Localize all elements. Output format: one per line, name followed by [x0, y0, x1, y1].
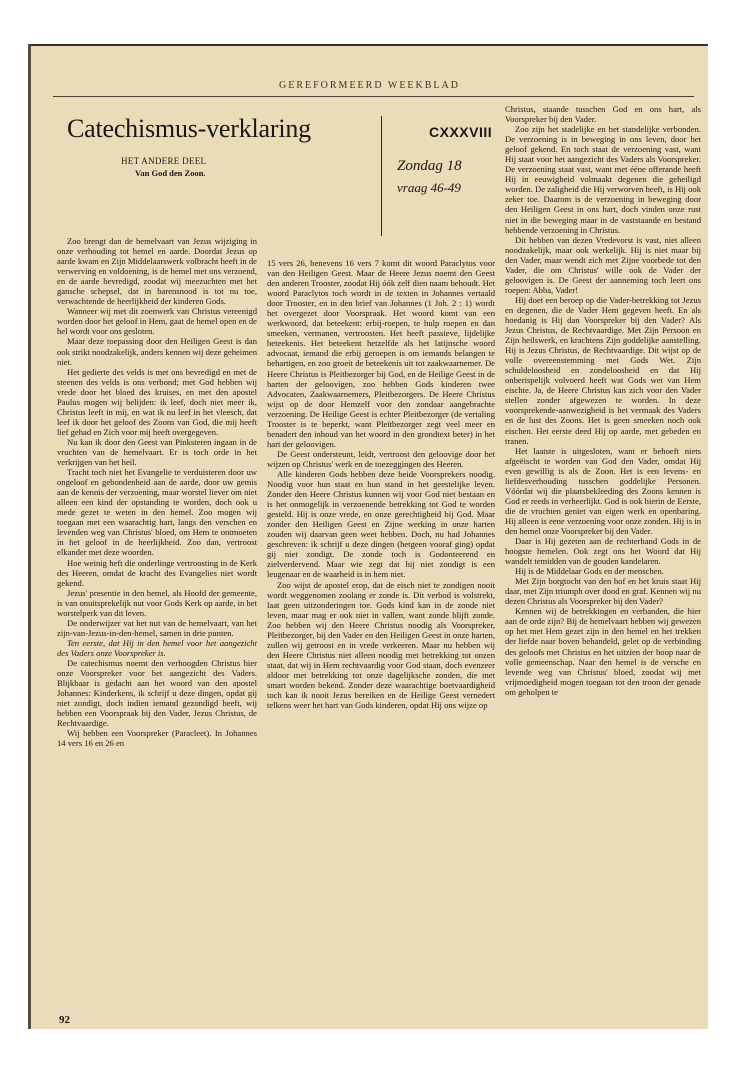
article-subtitle: HET ANDERE DEEL	[121, 156, 207, 166]
paragraph: Kennen wij de betrekkingen en verbanden, die hier aan de orde zijn? Bij de hemelvaart hebben wij gewezen op het met Hem gezet zijn in den hemel en het trekken der liefde naar boven behandeld, gelet op de verbinding des geloofs met Christus en het uitzien der hoop naar de volle gemeenschap. Naar den hemel is de versche en levende weg van Christus' bloed, zoodat wij met vrijmoedigheid mogen toegaan tot den troon der genade om geholpen te	[505, 606, 701, 697]
paragraph: Wij hebben een Voorspreker (Paracleet). In Johannes 14 vers 16 en 26 en	[57, 728, 257, 749]
paragraph: De onderwijzer vat het nut van de hemelvaart, van het zijn-van-Jezus-in-den-hemel, samen in drie punten.	[57, 617, 257, 638]
paragraph: Zoo wijst de apostel erop, dat de eisch niet te zondigen nooit wordt weggenomen zoolang er zonde is. Dit verbod is volstrekt, laat geen uitzonderingen toe. Gods kind kan in de zonde niet leven, maar mag er ook niet in vallen, want zonde blijft zonde. Zoo hebben wij den Heere Christus noodig als Voorspreker, Pleitbezorger, bij den Vader en den Heiligen Geest in onze harten, zullen wij getroost en in vrede verkeeren. Maar nu hebben wij den Heere Christus niet alleen noodig met betrekking tot onzen staat, dat wij in Hem rechtvaardig voor God staan, doch evenzeer aldoor met betrekking tot onze dagelijksche zonden, die met smart worden bekend. Zonder deze waarachtige boetvaardigheid toch kan ik nooit Jezus bereiken en de Heilige Geest vernedert telkens weer het hart van Gods kinderen, opdat Hij ons wijze op	[267, 579, 495, 711]
magazine-page	[28, 44, 708, 1029]
paragraph: Zoo brengt dan de hemelvaart van Jezus wijziging in onze verhouding tot hemel en aarde. Doordat Jezus op aarde kwam en Zijn Middelaarswerk volbracht heeft in de verwerving en voldoening, is de hemel met ons verzoend, en de aarde bevredigd, zoodat wij meezuchten met het gansche schepsel, dat in barensnood is tot nu toe, verwachtende de heerlijkheid der kinderen Gods.	[57, 236, 257, 307]
article-subtitle-2: Van God den Zoon.	[135, 168, 206, 178]
paragraph: Het gedierte des velds is met ons bevredigd en met de steenen des velds is ons verbond; met God hebben wij vrede door het bloed des kruises, en met den apostel Paulus mogen wij belijden: ik leef, doch niet meer ik, Christus leeft in mij, en wat ik nu leef in het vleesch, dat leef ik door het geloof des Zoons van God, die mij heeft lief gehad en Zich voor mij heeft overgegeven.	[57, 366, 257, 437]
paragraph: Hij doet een beroep op die Vader-betrekking tot Jezus en degenen, die de Vader Hem gegeven heeft. En als hoedanig is Hij dan Voorspreker bij den Vader? Als Jezus Christus, de Rechtvaardige. Met Zijn Persoon en Zijn heilswerk, en krachtens Zijn goddelijke aanstelling. Hij is Jezus Christus, de Rechtvaardige. Dit wijst op de volle overeenstemming met Gods Wet. Zijn schuldeloosheid en zondeloosheid en dat Hij onberispelijk volvoerd heeft wat Gods wet van Hem eischte. Ja, de Heere Christus kan zich voor den Vader stellen zonder afgewezen te worden. In deze voorsprekende-aanwezigheid is het vermaak des Vaders en de lust des Zoons. Het is geen smeeken noch ook eischen. Het eerste deed Hij op aarde, met gebeden en tranen.	[505, 294, 701, 446]
article-title: Catechismus-verklaring	[67, 114, 311, 143]
paragraph: Tracht toch niet het Evangelie te verduisteren door uw ongeloof en gebondenheid aan de aarde, door uw gemis aan de kennis der verzoening, maar worstel liever om niet alleen een kind der opstanding te worden, doch ook u mede gezet te weten in den hemel. Zoo mogen wij toegaan met een waarachtig hart, langs den verschen en levenden weg van Christus' bloed, om Hem te ontmoeten in het geloof in de heerlijkheid. Zoo dan, vertroost elkander met deze woorden.	[57, 467, 257, 558]
paragraph: Wanneer wij met dit zoenwerk van Christus vereenigd worden door het geloof in Hem, gaat de hemel open en de hel wordt voor ons gesloten.	[57, 306, 257, 337]
paragraph: Het laatste is uitgesloten, want er behoeft niets afgeëischt te worden van God den Vader, omdat Hij even gewillig is als de Zoon. Het is een levens- en liefdesverhouding tusschen goddelijke Personen. Vóórdat wij die plaatsbekleeding des Zoons kennen is God er reeds in verheerlijkt. God is ook hierin de Eerste, die de vruchten geniet van eigen werk en openbaring. Hij alleen is eene verzoening voor onze zonden. Hij is in den hemel onze Voorspreker bij den Vader.	[505, 445, 701, 536]
paragraph: Maar deze toepassing door den Heiligen Geest is dan ook strikt noodzakelijk, anders kennen wij deze geheimen niet.	[57, 336, 257, 367]
column-2	[267, 258, 495, 710]
sunday-label: Zondag 18	[397, 158, 462, 174]
paragraph: Daar is Hij gezeten aan de rechterhand Gods in de hoogste hemelen. Ook zegt ons het Woord dat Hij wandelt temidden van de gouden kandelaren.	[505, 536, 701, 567]
questions-label: vraag 46-49	[397, 180, 461, 195]
paragraph: Zoo zijn het stadelijke en het standelijke verbonden. De verzoening is in beweging in ons leven, door het geloof gekend. En toch staat de verzoening vast, want Hij staat voor het aangezicht des Vaders als Voorspreker. De verzoening staat vast, want met ééne offerande heeft Hij in eeuwigheid volmaakt degenen die geheiligd worden. De zaligheid die Hij verworven heeft, is Hij ook zeker toe. Daarom is de verzoening in beweging door den Heiligen Geest in ons hart, doch vinden onze rust niet in die beweging maar in de vaststaande en bestand hebbende verzoening in Christus.	[505, 124, 701, 235]
paragraph: Met Zijn borgtocht van den hof en het kruis staat Hij daar, met Zijn triumph over dood en graf. Kennen wij nu dezen Christus als Voorspreker bij den Vader?	[505, 576, 701, 607]
paragraph: Hoe weinig heft die onderlinge vertroosting in de Kerk des Heeren, omdat de kracht des Evangelies niet wordt gekend.	[57, 557, 257, 588]
header-rule	[53, 96, 694, 97]
paragraph: Hij is de Middelaar Gods en der menschen.	[515, 566, 664, 577]
column-1	[57, 236, 257, 748]
paragraph: Christus, staande tusschen God en ons hart, als Voorspreker bij den Vader.	[505, 104, 701, 125]
paragraph: Alle kinderen Gods hebben deze beide Voorsprekers noodig. Noodig voor hun staat en hun stand in het geestelijke leven. Zonder den Heere Christus kunnen wij voor God niet bestaan en is het onmogelijk in verzoenende betrekking tot God te worden gesteld. Hij is onze vrede, en onze gerechtigheid bij God. Maar zonder den Heiligen Geest en Zijne werking in onze harten zouden wij daarvan geen weet hebben. Doch, nu had Johannes geschreven: ik schrijf u deze dingen (hetgeen vooraf ging) opdat gij niet zondigt. De zonde toch is Godonteerend en zielverdervend. Maar wie zegt dat hij niet zondigt is een leugenaar en de waarheid is in hem niet.	[267, 468, 495, 580]
paragraph: De Geest ondersteunt, leidt, vertroost den geloovige door het wijzen op Christus' werk en de toezeggingen des Heeren.	[267, 448, 495, 469]
paragraph: De catechismus noemt den verhoogden Christus hier onze Voorspreker voor het aangezicht des Vaders. Blijkbaar is gedacht aan het woord van den apostel Johannes: Kinderkens, ik schrijf u deze dingen, opdat gij niet zondigt, doch indien iemand gezondigd heeft, wij hebben een Voorspraak bij den Vader, Jezus Christus, de Rechtvaardige.	[57, 657, 257, 729]
paragraph: Dit hebben van dezen Vredevorst is vast, niet alleen noodzakelijk, maar ook werkelijk. Hij is niet maar bij den Vader, maar wendt zich met Zijne voorbede tot den Vader, die om Christus' wille ook de Vader der geloovigen is. De Geest der aanneming toch leert ons roepen: Abba, Vader!	[505, 234, 701, 295]
title-divider	[381, 116, 382, 236]
paragraph: Jezus' presentie in den hemel, als Hoofd der gemeente, is van onuitsprekelijk nut voor Gods Kerk op aarde, in het worstelperk van dit leven.	[57, 587, 257, 618]
paragraph: 15 vers 26, benevens 16 vers 7 komt dit woord Paraclytos voor van den Heiligen Geest. Maar de Heere Jezus noemt den Geest den anderen Trooster, zoodat Hij óók zelf dien naam behoudt. Het woord Paraclytos toch wordt in de texten in Johannes vertaald door Trooster, en in den brief van Johannes (1 Joh. 2 : 1) wordt het overgezet door Voorspraak. Het woord komt van een werkwoord, dat beteekent: erbij-roepen, te hulp roepen en dan smeeken, vermanen, vertroosten. Het heeft passieve, lijdelijke beteekenis. Het beteekent hetzelfde als het latijnsche woord advocaat, iemand die erbij geroepen is om iemands belangen te behartigen, en zoo groeit de beteekenis uit tot zaakwaarnemer. De Heere Christus is Pleitbezorger bij God, en de Heilige Geest in de harten der geloovigen, zoo hebben Gods kinderen twee Advocaten, Zaakwaarnemers, Pleitbezorgers. De Heere Christus wijst op de door Hemzelf voor den zondaar aangebrachte verzoening. De Heilige Geest is echter Pleitbezorger (de vertaling Trooster is te beperkt, want Pleitbezorger zegt veel meer en benadert den inhoud van het woord in den grondtext beter) in het hart der geloovigen.	[267, 258, 495, 449]
paragraph: Nu kan ik door den Geest van Pinksteren ingaan in de vruchten van de hemelvaart. Er is toch orde in het verkrijgen van het heil.	[57, 436, 257, 468]
installment-number: CXXXVIII	[429, 124, 493, 140]
running-head: GEREFORMEERD WEEKBLAD	[279, 80, 460, 91]
paragraph-italic: Ten eerste, dat Hij in den hemel voor het aangezicht des Vaders onze Voorspreker is.	[57, 637, 257, 658]
column-3	[505, 104, 701, 697]
page-number: 92	[59, 1014, 70, 1026]
